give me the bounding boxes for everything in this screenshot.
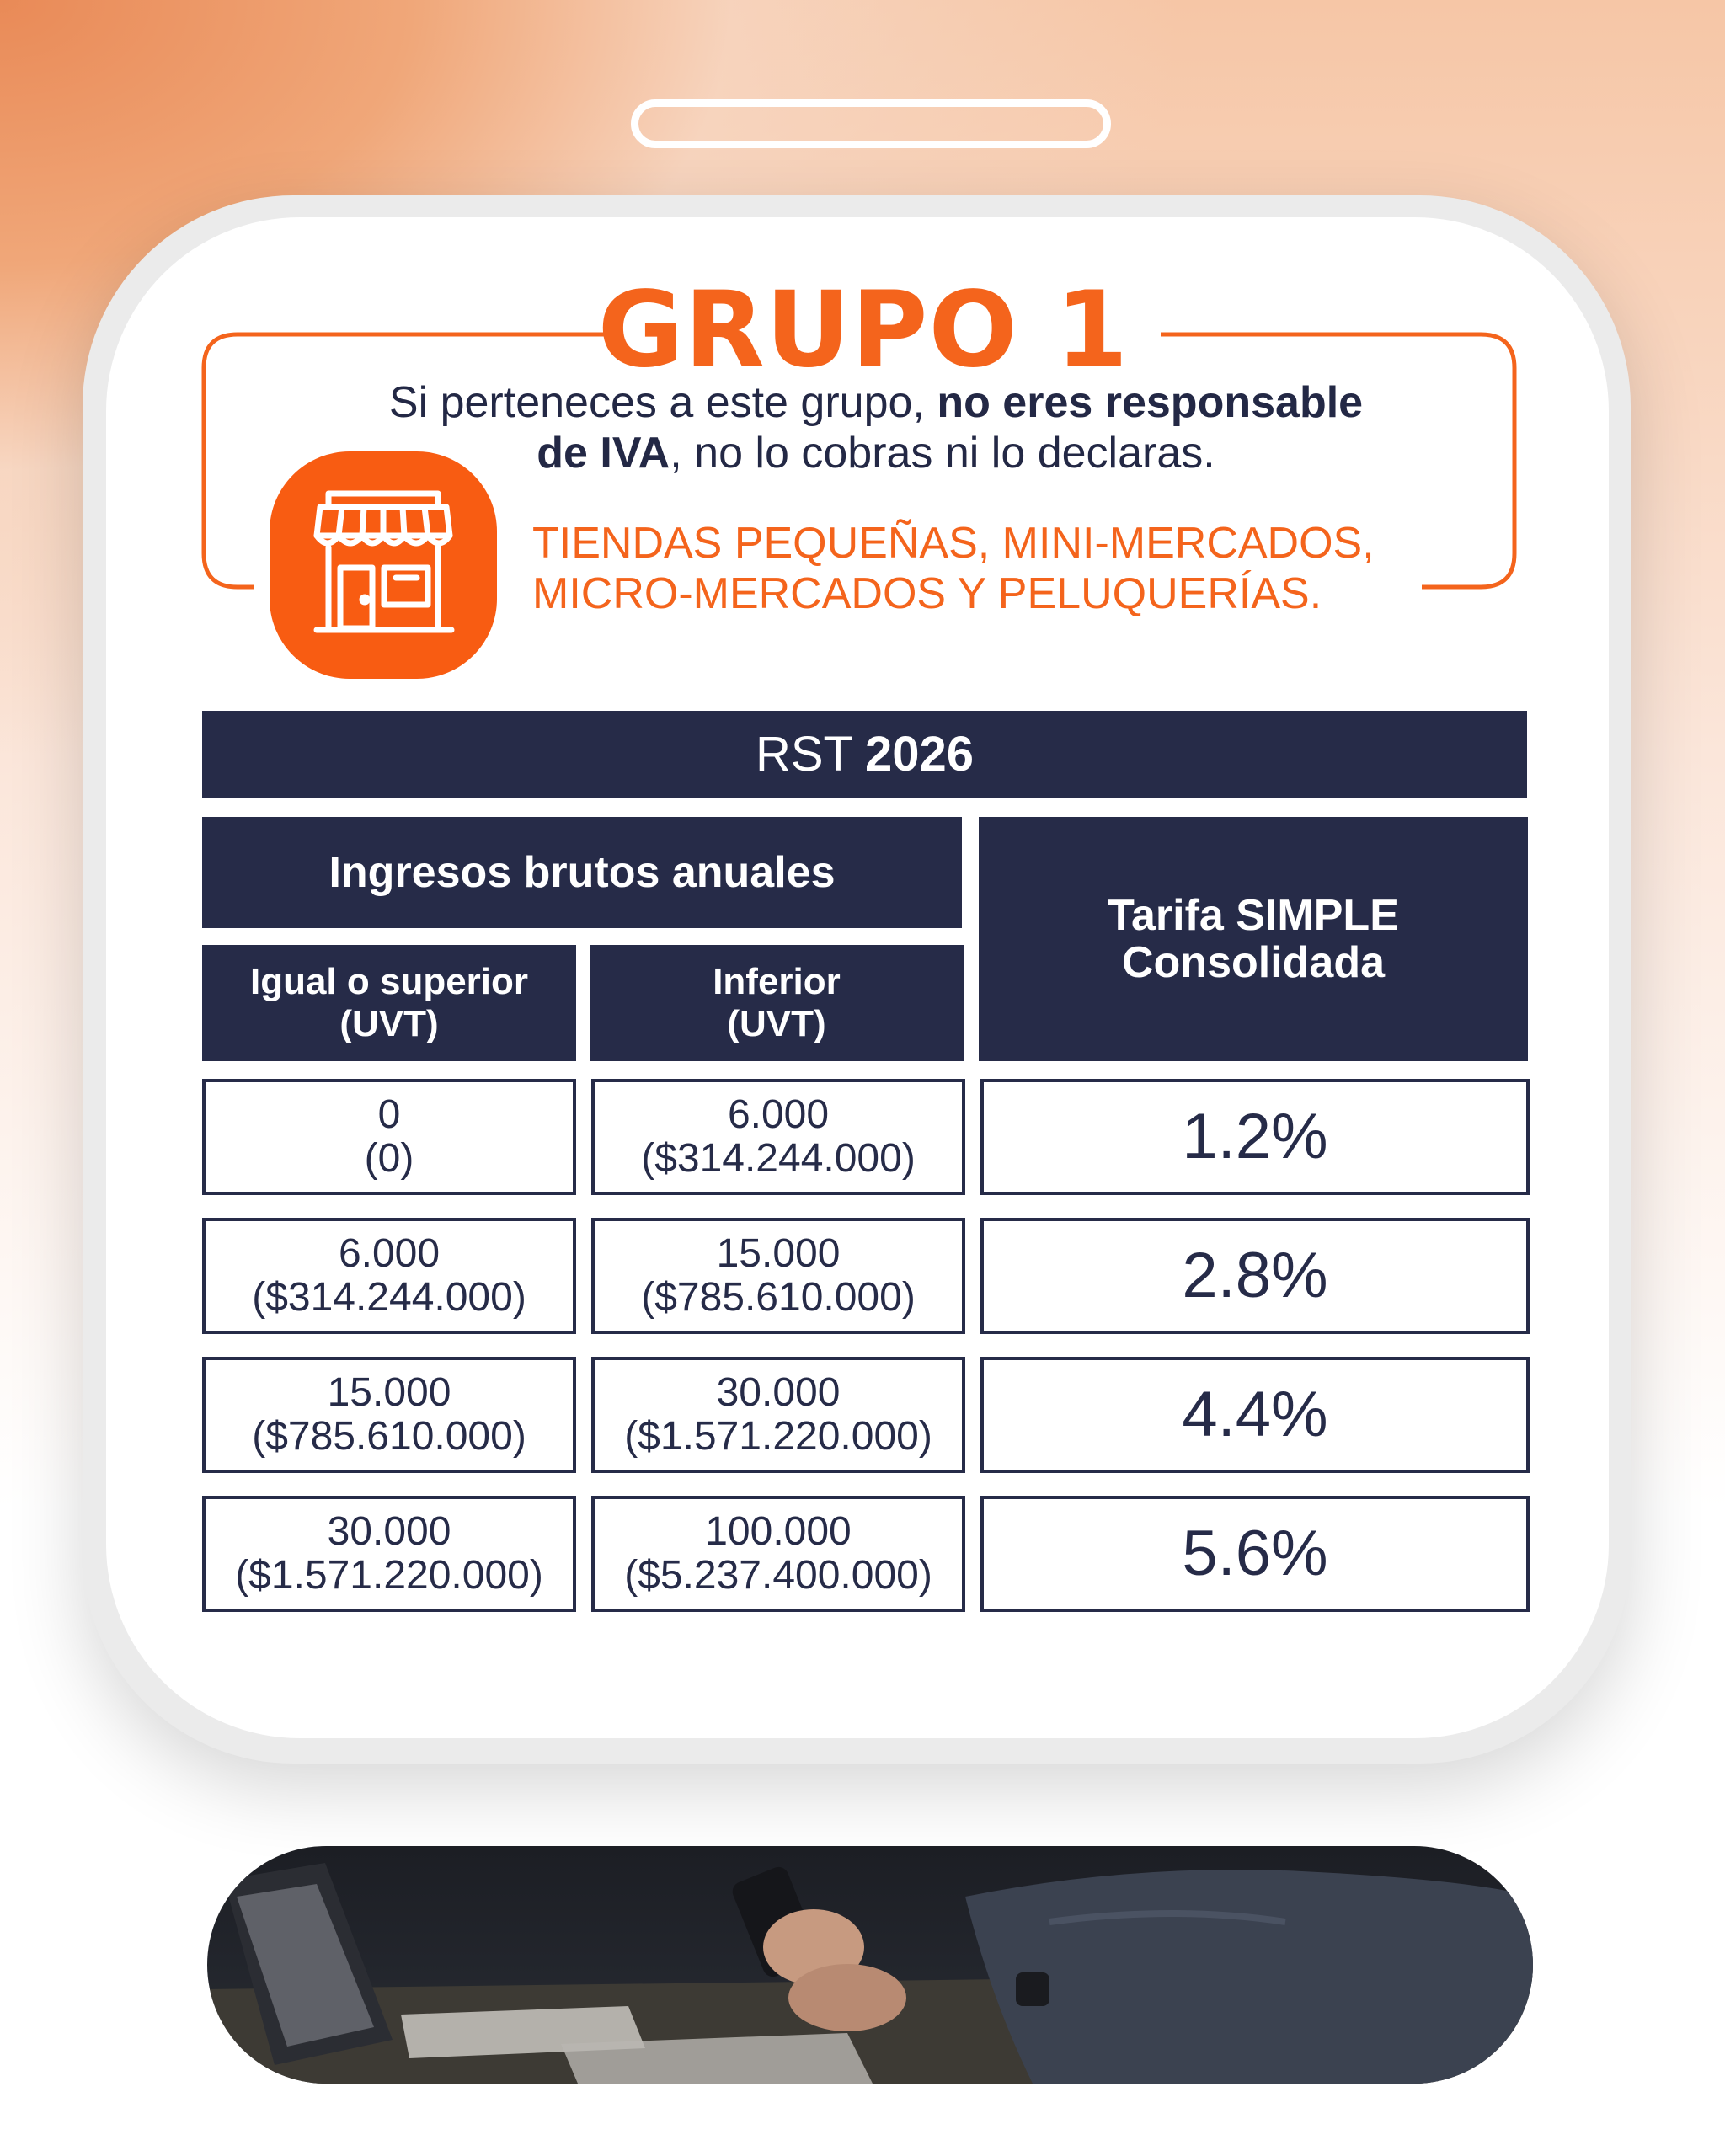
business-categories: TIENDAS PEQUEÑAS, MINI-MERCADOS, MICRO-MERCADOS Y PELUQUERÍAS. xyxy=(532,519,1375,618)
table-cell-lower-bound: 30.000 ($1.571.220.000) xyxy=(202,1496,576,1612)
col-header-rate: Tarifa SIMPLE Consolidada xyxy=(979,817,1528,1061)
group-title: GRUPO 1 xyxy=(597,270,1130,391)
table-cell-rate: 1.2% xyxy=(980,1079,1530,1195)
table-cell-rate: 5.6% xyxy=(980,1496,1530,1612)
income-group-header: Ingresos brutos anuales xyxy=(202,817,962,928)
table-cell-lower-bound: 6.000 ($314.244.000) xyxy=(202,1218,576,1334)
table-caption: RST 2026 xyxy=(202,711,1527,798)
table-cell-upper-bound: 6.000 ($314.244.000) xyxy=(591,1079,965,1195)
table-cell-rate: 4.4% xyxy=(980,1357,1530,1473)
photo-illustration xyxy=(207,1846,1533,2084)
storefront-icon xyxy=(270,451,497,679)
table-cell-upper-bound: 100.000 ($5.237.400.000) xyxy=(591,1496,965,1612)
table-cell-lower-bound: 15.000 ($785.610.000) xyxy=(202,1357,576,1473)
table-cell-rate: 2.8% xyxy=(980,1218,1530,1334)
col-header-lower-bound: Igual o superior (UVT) xyxy=(202,945,576,1061)
store-badge xyxy=(270,451,497,679)
table-cell-upper-bound: 15.000 ($785.610.000) xyxy=(591,1218,965,1334)
table-cell-upper-bound: 30.000 ($1.571.220.000) xyxy=(591,1357,965,1473)
office-photo xyxy=(207,1846,1533,2084)
col-header-upper-bound: Inferior (UVT) xyxy=(590,945,964,1061)
group-description: Si perteneces a este grupo, no eres responsable de IVA, no lo cobras ni lo declaras. xyxy=(388,378,1364,478)
table-cell-lower-bound: 0 (0) xyxy=(202,1079,576,1195)
